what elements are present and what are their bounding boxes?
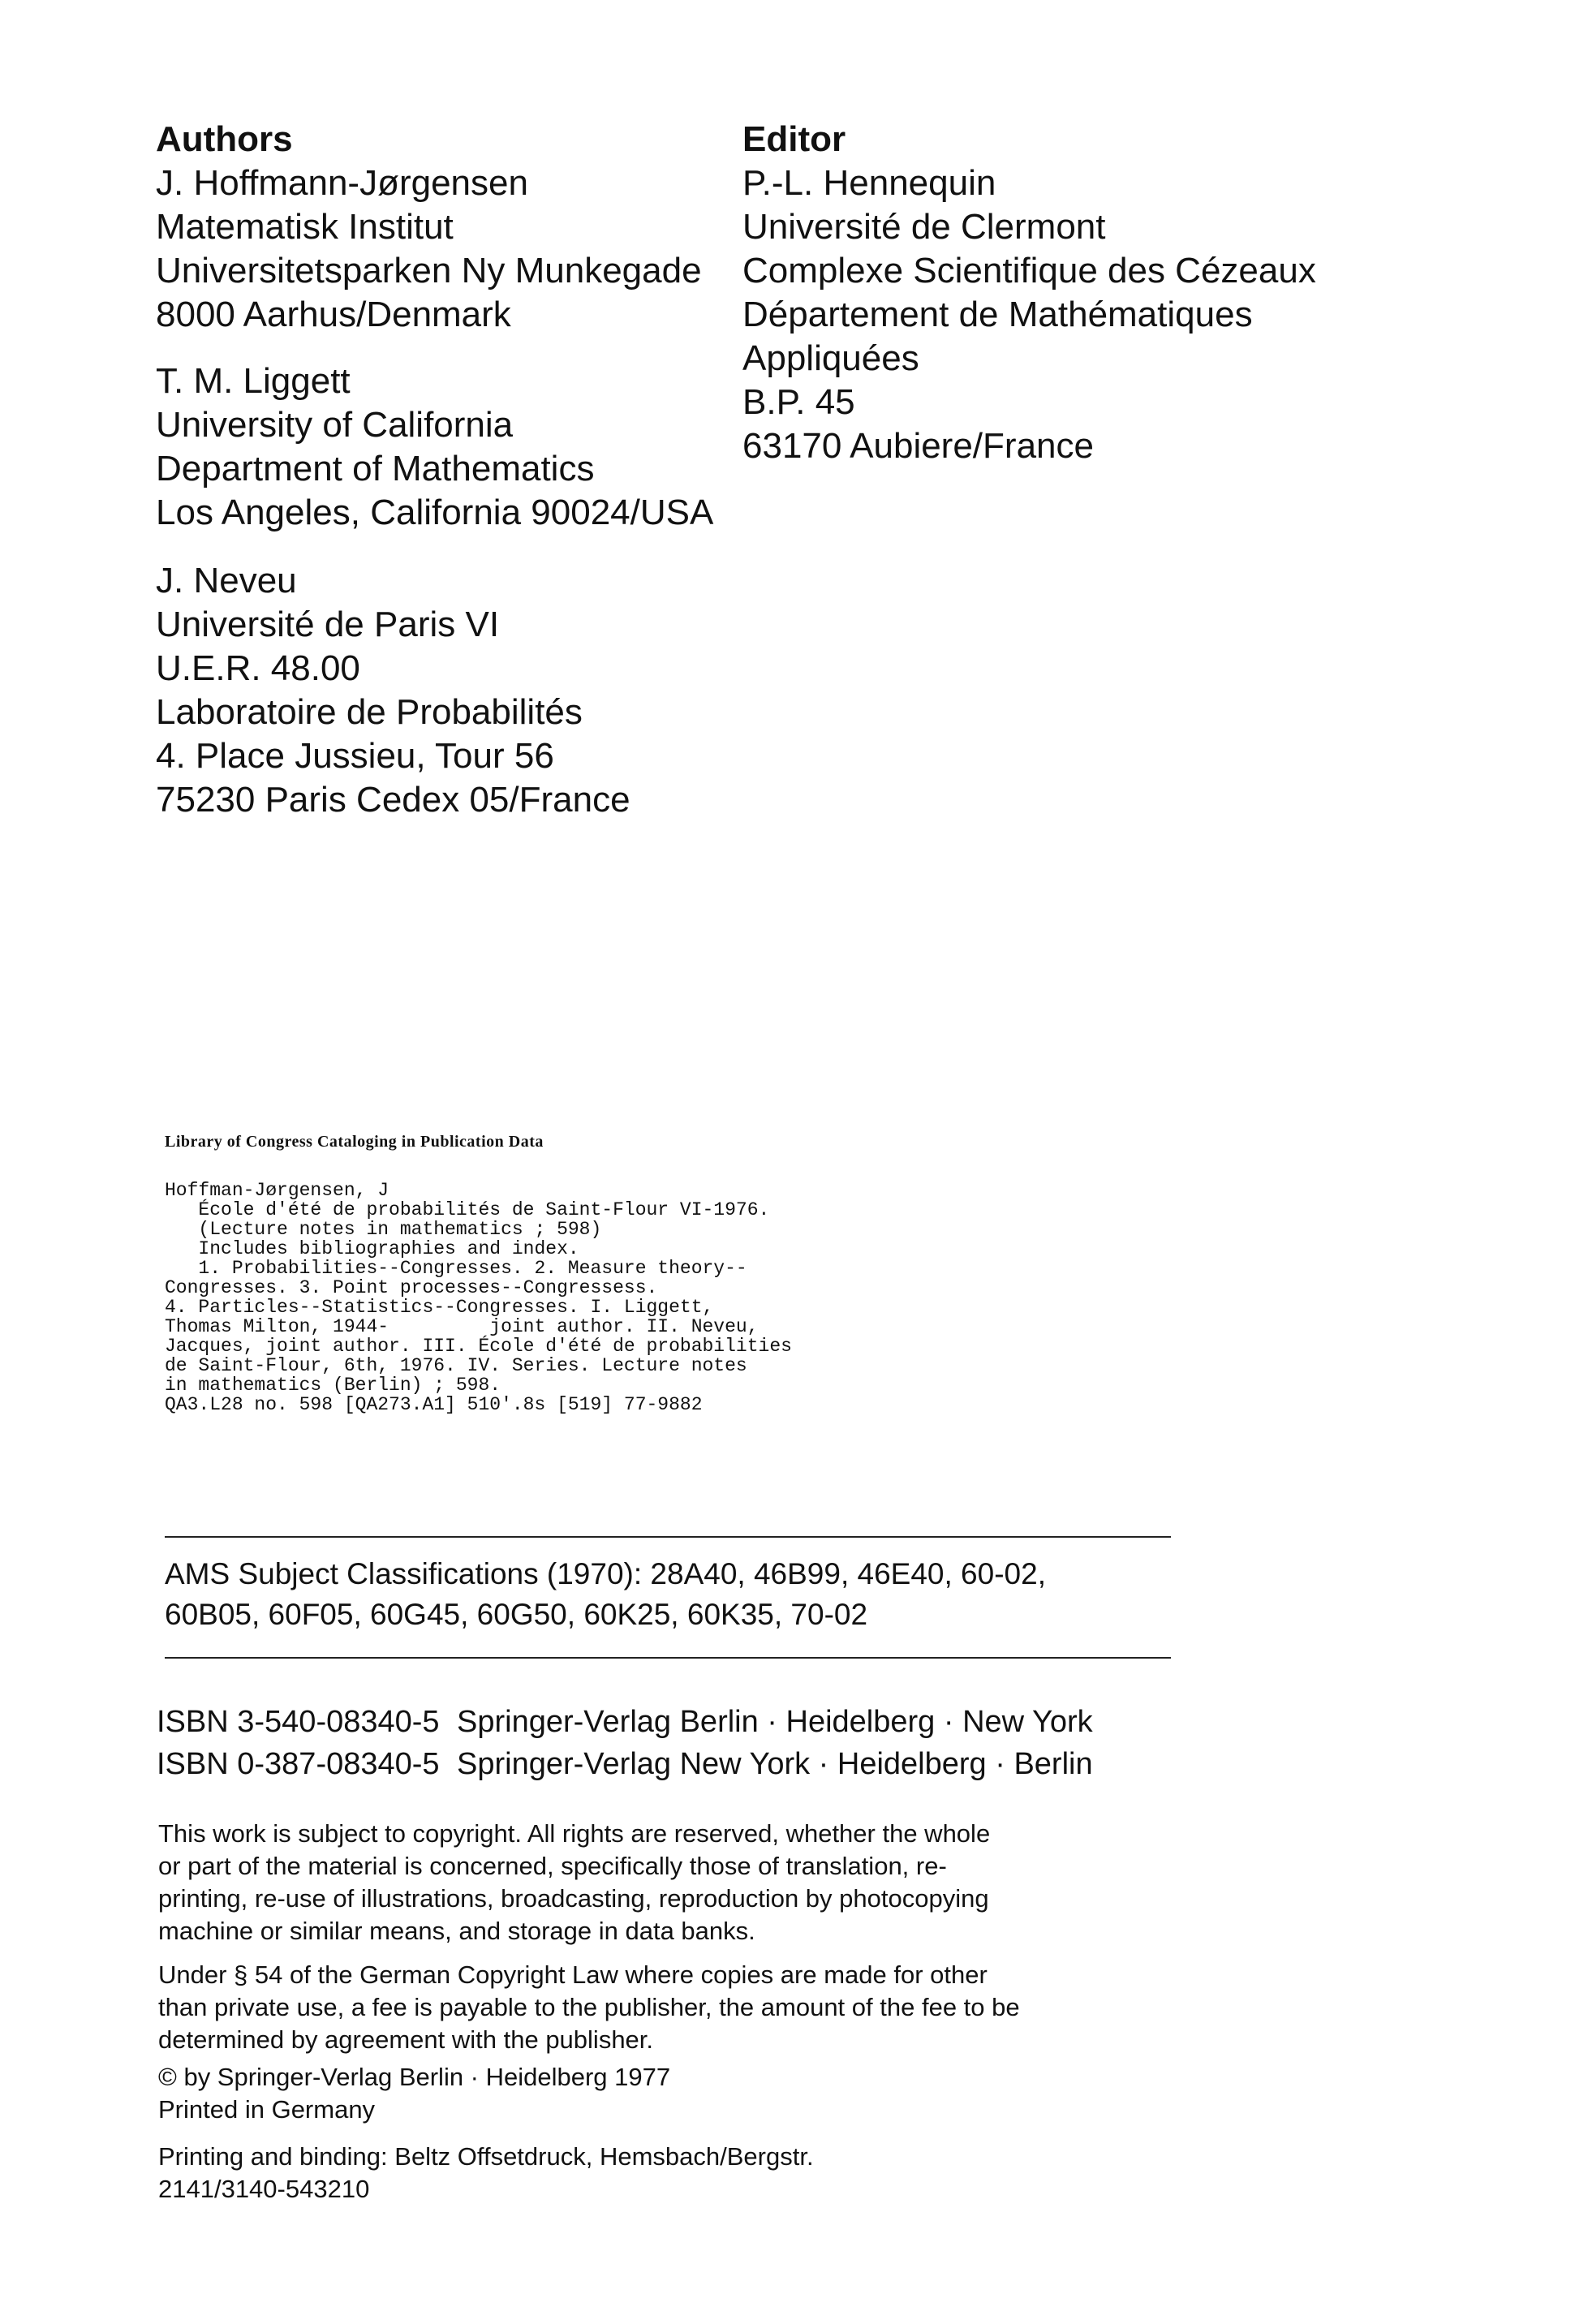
author-address-line: Matematisk Institut xyxy=(156,207,454,247)
isbn-row xyxy=(157,1743,1093,1785)
print-code: 2141/3140-543210 xyxy=(158,2175,370,2203)
cip-line: de Saint-Flour, 6th, 1976. IV. Series. Lecture notes xyxy=(165,1355,747,1376)
cip-line: École d'été de probabilités de Saint-Flour VI-1976. xyxy=(165,1199,770,1220)
cip-line: Hoffman-Jørgensen, J xyxy=(165,1180,389,1201)
cip-line: (Lecture notes in mathematics ; 598) xyxy=(165,1219,602,1240)
divider-top xyxy=(165,1536,1171,1538)
editor-section xyxy=(742,118,1316,468)
isbn-number: ISBN 3-540-08340-5 xyxy=(157,1705,440,1739)
copyright-notice: © by Springer-Verlag Berlin · Heidelberg 1977 xyxy=(158,2063,671,2091)
editor-address-line: Complexe Scientifique des Cézeaux xyxy=(742,251,1316,290)
ams-classification xyxy=(165,1554,1046,1635)
author-name: T. M. Liggett xyxy=(156,361,351,401)
editor-address-line: B.P. 45 xyxy=(742,382,855,422)
author-address-line: 4. Place Jussieu, Tour 56 xyxy=(156,736,554,776)
cip-section xyxy=(165,1133,792,1414)
isbn-number: ISBN 0-387-08340-5 xyxy=(157,1747,440,1781)
author-address-line: 75230 Paris Cedex 05/France xyxy=(156,780,630,820)
ams-line: 60B05, 60F05, 60G45, 60G50, 60K25, 60K35, 70-02 xyxy=(165,1598,868,1631)
copyright-section xyxy=(158,1818,1020,2206)
cip-line: Thomas Milton, 1944- joint author. II. Neveu, xyxy=(165,1316,759,1337)
copyright-line: machine or similar means, and storage in data banks. xyxy=(158,1917,755,1945)
author-address-line: University of California xyxy=(156,405,514,445)
editor-address-line: Département de Mathématiques xyxy=(742,295,1253,334)
cip-line: Includes bibliographies and index. xyxy=(165,1238,579,1259)
author-name: J. Neveu xyxy=(156,561,297,600)
printed-in: Printed in Germany xyxy=(158,2095,376,2124)
copyright-line: printing, re-use of illustrations, broadcasting, reproduction by photocopying xyxy=(158,1884,989,1913)
editor-address-line: 63170 Aubiere/France xyxy=(742,426,1094,466)
copyright-line: determined by agreement with the publisher. xyxy=(158,2025,654,2054)
author-address-line: Laboratoire de Probabilités xyxy=(156,692,583,732)
isbn-section xyxy=(157,1701,1093,1785)
authors-heading: Authors xyxy=(156,119,293,159)
copyright-law-paragraph xyxy=(158,1959,1020,2056)
editor-heading: Editor xyxy=(742,119,846,159)
copyright-line: This work is subject to copyright. All rights are reserved, whether the whole xyxy=(158,1819,991,1848)
editor-address-line: Appliquées xyxy=(742,338,919,378)
authors-section xyxy=(156,118,713,822)
cip-title: Library of Congress Cataloging in Publication Data xyxy=(165,1133,544,1151)
copyright-line: or part of the material is concerned, specifically those of translation, re- xyxy=(158,1852,947,1880)
author-entry-hoffmann xyxy=(156,161,713,337)
cip-line: QA3.L28 no. 598 [QA273.A1] 510'.8s [519] 77-9882 xyxy=(165,1394,703,1415)
cip-line: 1. Probabilities--Congresses. 2. Measure theory-- xyxy=(165,1258,747,1279)
copyright-line: Under § 54 of the German Copyright Law where copies are made for other xyxy=(158,1960,988,1989)
divider-bottom xyxy=(165,1657,1171,1659)
copyright-paragraph xyxy=(158,1818,1020,1947)
cip-line: Congresses. 3. Point processes--Congressess. xyxy=(165,1277,658,1298)
author-address-line: U.E.R. 48.00 xyxy=(156,648,360,688)
ams-line: AMS Subject Classifications (1970): 28A40, 46B99, 46E40, 60-02, xyxy=(165,1557,1046,1590)
cip-line: in mathematics (Berlin) ; 598. xyxy=(165,1375,501,1396)
editor-address-line: Université de Clermont xyxy=(742,207,1106,247)
isbn-publisher: Springer-Verlag New York · Heidelberg · Berlin xyxy=(457,1747,1093,1781)
isbn-publisher: Springer-Verlag Berlin · Heidelberg · New York xyxy=(457,1705,1093,1739)
cip-line: 4. Particles--Statistics--Congresses. I. Liggett, xyxy=(165,1297,714,1318)
author-name: J. Hoffmann-Jørgensen xyxy=(156,163,528,203)
author-entry-liggett xyxy=(156,359,713,535)
editor-name: P.-L. Hennequin xyxy=(742,163,996,203)
author-address-line: Los Angeles, California 90024/USA xyxy=(156,493,714,532)
copyright-line: than private use, a fee is payable to the publisher, the amount of the fee to be xyxy=(158,1993,1020,2021)
cip-line: Jacques, joint author. III. École d'été de probabilities xyxy=(165,1336,792,1357)
printing-binding: Printing and binding: Beltz Offsetdruck, Hemsbach/Bergstr. xyxy=(158,2142,814,2171)
isbn-row xyxy=(157,1701,1093,1743)
author-address-line: 8000 Aarhus/Denmark xyxy=(156,295,511,334)
author-entry-neveu xyxy=(156,559,713,822)
author-address-line: Universitetsparken Ny Munkegade xyxy=(156,251,702,290)
author-address-line: Université de Paris VI xyxy=(156,605,500,644)
author-address-line: Department of Mathematics xyxy=(156,449,595,488)
